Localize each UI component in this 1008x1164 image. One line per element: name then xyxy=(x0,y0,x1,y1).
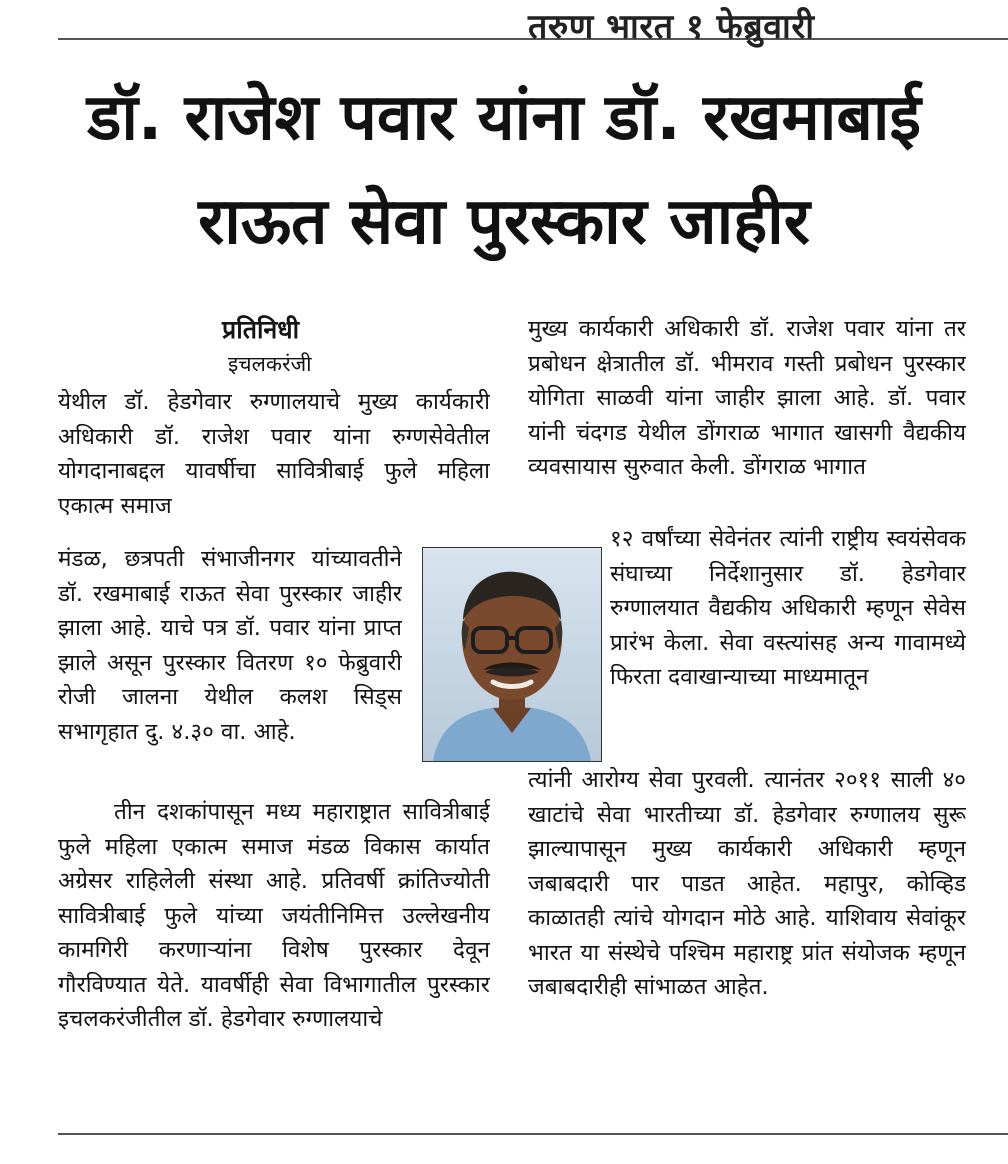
dateline: इचलकरंजी xyxy=(228,352,312,376)
headline-line-2: राऊत सेवा पुरस्कार जाहीर xyxy=(198,185,810,259)
portrait-photo-icon xyxy=(423,548,601,761)
right-paragraph-1: मुख्य कार्यकारी अधिकारी डॉ. राजेश पवार यांना तर प्रबोधन क्षेत्रातील डॉ. भीमराव गस्ती प्रबोधन पुरस्कार योगिता साळवी यांना जाहीर झाला आहे. डॉ. पवार यांनी चंदगड येथील डोंगराळ भागात खासगी वैद्यकीय व्यवसायास सुरुवात केली. डोंगराळ भागात xyxy=(528,316,966,480)
right-paragraph-2: १२ वर्षांच्या सेवेनंतर त्यांनी राष्ट्रीय स्वयंसेवक संघाच्या निर्देशानुसार डॉ. हेडगेवार रुग्णालयात वैद्यकीय अधिकारी म्हणून सेवेस प्रारंभ केला. सेवा वस्त्यांसह अन्य गावामध्ये फिरता दवाखान्याच्या माध्यमातून xyxy=(610,526,966,690)
right-paragraph-3: त्यांनी आरोग्य सेवा पुरवली. त्यानंतर २०११ साली ४० खाटांचे सेवा भारतीच्या डॉ. हेडगेवार रुग्णालय सुरू झाल्यापासून मुख्य कार्यकारी अधिकारी म्हणून जबाबदारी पार पाडत आहेत. महापुर, कोव्हिड काळातही त्यांचे योगदान मोठे आहे. याशिवाय सेवांकूर भारत या संस्थेचे पश्चिम महाराष्ट्र प्रांत संयोजक म्हणून जबाबदारीही सांभाळत आहेत. xyxy=(528,767,966,1000)
portrait-photo xyxy=(422,547,602,762)
byline: प्रतिनिधी xyxy=(222,315,300,344)
left-paragraph-3: तीन दशकांपासून मध्य महाराष्ट्रात सावित्रीबाई फुले महिला एकात्म समाज मंडळ विकास कार्यात अग्रेसर राहिलेली संस्था आहे. प्रतिवर्षी क्रांतिज्योती सावित्रीबाई फुले यांच्या जयंतीनिमित्त उल्लेखनीय कामगिरी करणाऱ्यांना विशेष पुरस्कार देवून गौरविण्यात येते. यावर्षीही सेवा विभागातील पुरस्कार इचलकरंजीतील डॉ. हेडगेवार रुग्णालयाचे xyxy=(58,799,490,1032)
bottom-rule xyxy=(58,1133,1008,1135)
masthead-date: तरुण भारत १ फेब्रुवारी xyxy=(528,7,815,47)
left-paragraph-1: येथील डॉ. हेडगेवार रुग्णालयाचे मुख्य कार्यकारी अधिकारी डॉ. राजेश पवार यांना रुग्णसेवेतील योगदानाबद्दल यावर्षीचा सावित्रीबाई फुले महिला एकात्म समाज xyxy=(58,389,490,519)
headline-line-1: डॉ. राजेश पवार यांना डॉ. रखमाबाई xyxy=(87,81,921,155)
left-paragraph-2: मंडळ, छत्रपती संभाजीनगर यांच्यावतीने डॉ. रखमाबाई राऊत सेवा पुरस्कार जाहीर झाला आहे. याचे पत्र डॉ. पवार यांना प्राप्त झाले असून पुरस्कार वितरण १० फेब्रुवारी रोजी जालना येथील कलश सिड्स सभागृहात दु. ४.३० वा. आहे. xyxy=(58,546,402,745)
